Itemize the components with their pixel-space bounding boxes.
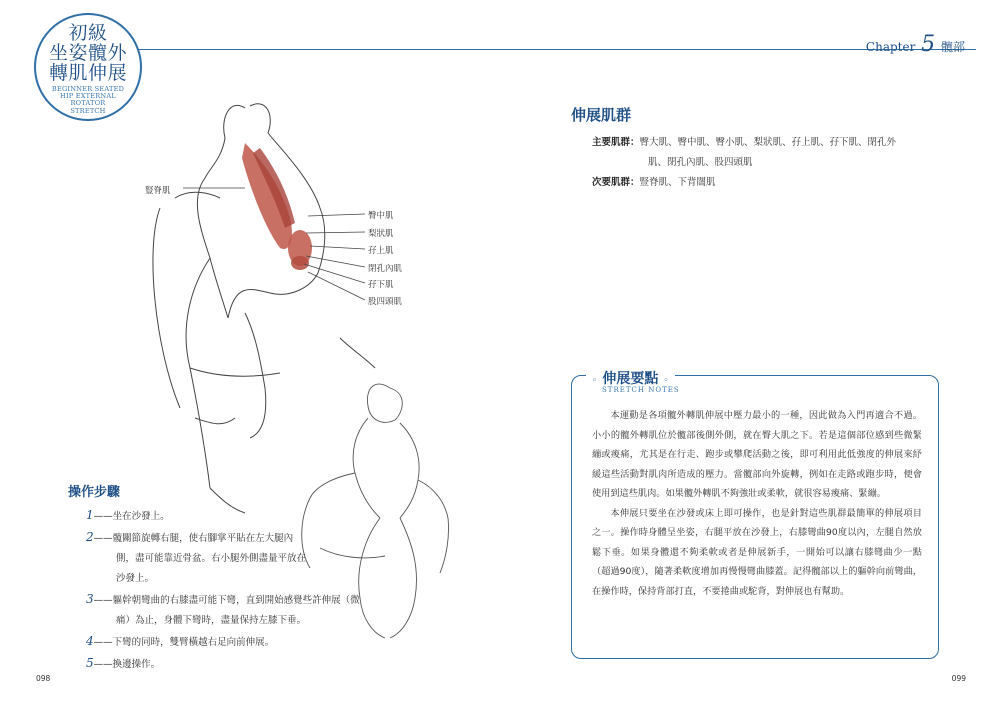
primary-muscles-label: 主要肌群： [592, 137, 640, 148]
notes-ornament-right-icon: ◦ [663, 376, 669, 386]
label-quadriceps: 股四頭肌 [368, 297, 403, 307]
step-text-cont: 痛）為止，身體下彎時，盡量保持左膝下垂。 [116, 615, 307, 626]
stretch-notes-body [592, 406, 922, 601]
page-number-left: 098 [36, 674, 51, 683]
step-number: 1 [86, 508, 94, 522]
steps-title: 操作步驟 [68, 485, 121, 500]
step-text-cont: 沙發上。 [116, 573, 155, 584]
header-rule [138, 49, 976, 50]
step-text: 下彎的同時，雙臂橫越右足向前伸展。 [112, 637, 275, 648]
step-text: 髖關節旋轉右腿，使右腳掌平貼在左大腿內 [112, 533, 294, 544]
page-number-right: 099 [951, 674, 966, 683]
badge-title-line-1: 初級 [68, 22, 108, 44]
step-number: 2 [86, 530, 94, 544]
chapter-number: 5 [921, 32, 936, 57]
secondary-muscles-text: 豎脊肌、下背闊肌 [639, 177, 716, 188]
step-2: 2——髖關節旋轉右腿，使右腳掌平貼在左大腿內 側，盡可能靠近骨盆。右小腿外側盡量平放在 沙發上。 [86, 527, 416, 589]
steps-list [86, 505, 416, 675]
chapter-section: 髖部 [940, 40, 965, 54]
label-piriformis: 梨狀肌 [368, 229, 394, 239]
title-badge [34, 13, 142, 121]
notes-paragraph-2: 本伸展只要坐在沙發或床上即可操作，也是針對這些肌群最簡單的伸展項目之一。操作時身體呈坐姿，右腿平放在沙發上，右膝彎曲90度以內，左腿自然放鬆下垂。如果身體還不夠柔軟或者是伸展新手，一開始可以讓右膝彎曲少一點（超過90度），隨著柔軟度增加再慢慢彎曲膝蓋。記得髖部以上的軀幹向前彎曲，在操作時，保持背部打直，不要捲曲或駝背，對伸展也有幫助。 [592, 507, 922, 597]
primary-muscles-text-1: 臀大肌、臀中肌、臀小肌、梨狀肌、孖上肌、孖下肌、閉孔外 [639, 137, 897, 148]
step-text-cont: 側，盡可能靠近骨盆。右小腿外側盡量平放在 [116, 553, 307, 564]
step-5: 5——換邊操作。 [86, 656, 161, 670]
chapter-label: Chapter [865, 40, 916, 54]
primary-muscles-text-2: 肌、閉孔內肌、股四頭肌 [648, 157, 753, 168]
badge-title-line-3: 轉肌伸展 [48, 62, 127, 84]
secondary-muscles-row [592, 173, 942, 193]
step-number: 4 [86, 634, 94, 648]
badge-en-line-3: ROTATOR [70, 99, 106, 108]
step-text: 換邊操作。 [112, 659, 161, 670]
badge-en-line-4: STRETCH [70, 106, 106, 115]
label-gluteus-medius: 臀中肌 [368, 211, 394, 221]
badge-en-line-1: BEGINNER SEATED [51, 85, 125, 93]
badge-en-line-2: HIP EXTERNAL [60, 92, 116, 101]
step-text: 坐在沙發上。 [112, 511, 170, 522]
chapter-header [866, 32, 965, 57]
muscle-group-list [592, 133, 942, 193]
notes-ornament-left-icon: ◦ [592, 376, 598, 386]
stretch-notes-subtitle: STRETCH NOTES [602, 386, 680, 394]
step-1: 1——坐在沙發上。 [86, 508, 170, 522]
primary-muscles-row [592, 133, 942, 153]
step-text: 軀幹朝彎曲的右膝盡可能下彎，直到開始感覺些許伸展（微 [112, 595, 360, 606]
step-3: 3——軀幹朝彎曲的右膝盡可能下彎，直到開始感覺些許伸展（微 痛）為止，身體下彎時，盡量保持左膝下垂。 [86, 589, 416, 631]
secondary-muscles-label: 次要肌群： [592, 177, 640, 188]
badge-title-line-2: 坐姿髖外 [48, 42, 127, 64]
badge-english-title [36, 86, 140, 115]
stretch-notes-heading [586, 368, 675, 388]
label-erector-spinae: 豎脊肌 [145, 186, 171, 196]
notes-paragraph-1: 本運動是各項髖外轉肌伸展中壓力最小的一種，因此做為入門再適合不過。小小的髖外轉肌位於髖部後側外側，就在臀大肌之下。若是這個部位感到些微緊繃或痠痛，尤其是在行走、跑步或攀爬活動之後，即可利用此低強度的伸展來紓緩這些活動對肌肉所造成的壓力。當髖部向外旋轉，例如在走路或跑步時，便會使用到這些肌肉。如果髖外轉肌不夠強壯或柔軟，就很容易痠痛、緊繃。 [592, 410, 922, 499]
muscle-group-title: 伸展肌群 [571, 106, 632, 124]
label-inferior-gemellus: 孖下肌 [368, 280, 394, 290]
label-superior-gemellus: 孖上肌 [368, 246, 394, 256]
stretch-notes-title: 伸展要點 [602, 371, 659, 387]
step-number: 5 [86, 656, 94, 670]
step-number: 3 [86, 592, 94, 606]
step-4: 4——下彎的同時，雙臂橫越右足向前伸展。 [86, 634, 275, 648]
label-obturator-internus: 閉孔內肌 [368, 264, 403, 274]
